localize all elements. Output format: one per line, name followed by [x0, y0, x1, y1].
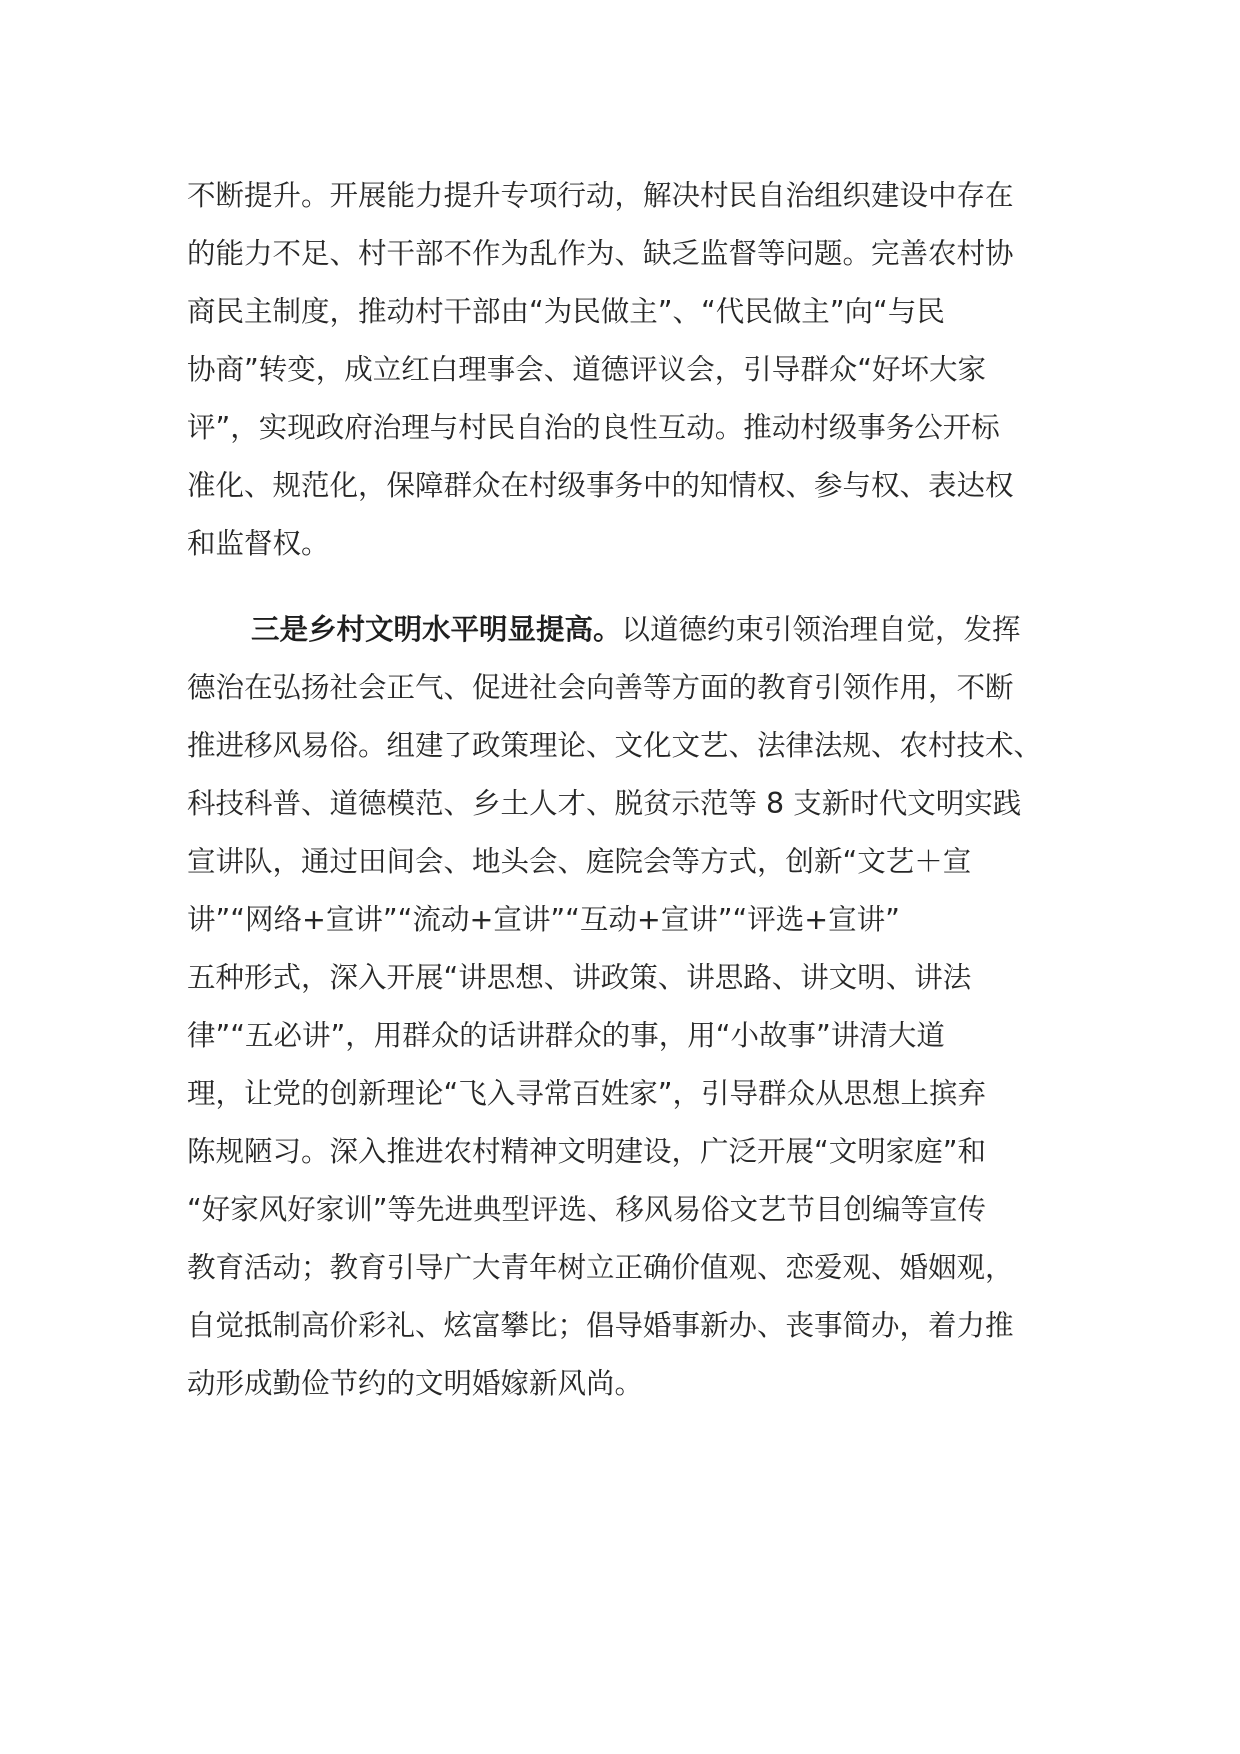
text-line: 评”，实现政府治理与村民自治的良性互动。推动村级事务公开标 — [187, 411, 1000, 444]
text-line: 陈规陋习。深入推进农村精神文明建设，广泛开展“文明家庭”和 — [187, 1135, 987, 1168]
text-line: 律”“五必讲”，用群众的话讲群众的事，用“小故事”讲清大道 — [187, 1019, 945, 1052]
text-line: 讲”“网络+宣讲”“流动+宣讲”“互动+宣讲”“评选+宣讲” — [187, 903, 900, 936]
text-line: “好家风好家训”等先进典型评选、移风易俗文艺节目创编等宣传 — [187, 1193, 987, 1226]
text-line: 商民主制度，推动村干部由“为民做主”、“代民做主”向“与民 — [187, 295, 945, 328]
text-line: 理，让党的创新理论“飞入寻常百姓家”，引导群众从思想上摈弃 — [187, 1077, 987, 1110]
text-line: 不断提升。开展能力提升专项行动，解决村民自治组织建设中存在 — [187, 179, 1014, 212]
text-line: 准化、规范化，保障群众在村级事务中的知情权、参与权、表达权 — [187, 469, 1014, 502]
text-run: 以道德约束引领治理自觉，发挥 — [621, 613, 1021, 646]
text-line: 宣讲队，通过田间会、地头会、庭院会等方式，创新“文艺＋宣 — [187, 845, 972, 878]
text-line: 五种形式，深入开展“讲思想、讲政策、讲思路、讲文明、讲法 — [187, 961, 972, 994]
text-line: 自觉抵制高价彩礼、炫富攀比；倡导婚事新办、丧事简办，着力推 — [187, 1309, 1014, 1342]
text-line: 动形成勤俭节约的文明婚嫁新风尚。 — [187, 1367, 644, 1400]
text-line: 教育活动；教育引导广大青年树立正确价值观、恋爱观、婚姻观， — [187, 1251, 1014, 1284]
text-line: 和监督权。 — [187, 527, 330, 560]
text-line: 德治在弘扬社会正气、促进社会向善等方面的教育引领作用，不断 — [187, 671, 1014, 704]
text-line: 的能力不足、村干部不作为乱作为、缺乏监督等问题。完善农村协 — [187, 237, 1014, 270]
text-line: 协商”转变，成立红白理事会、道德评议会，引导群众“好坏大家 — [187, 353, 987, 386]
section-heading: 三是乡村文明水平明显提高。 — [251, 613, 622, 646]
text-line: 推进移风易俗。组建了政策理论、文化文艺、法律法规、农村技术、 — [187, 729, 1043, 762]
text-line: 科技科普、道德模范、乡土人才、脱贫示范等 8 支新时代文明实践 — [187, 787, 1022, 820]
paragraph-2-first-line — [251, 610, 1021, 650]
